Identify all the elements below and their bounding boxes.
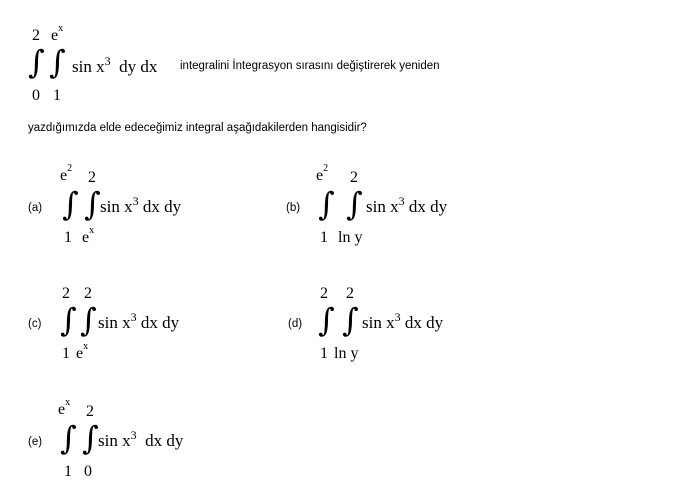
integrand: $\sin x^3$ dx dy — [98, 310, 180, 332]
integrand: $\sin x^3$ dx dy — [366, 194, 448, 216]
inner-integral-sign: ∫ — [342, 301, 359, 339]
inner-integral-sign: ∫ — [84, 185, 101, 223]
outer-integral-sign: ∫ — [318, 185, 335, 223]
option-label: (d) — [288, 318, 303, 330]
outer-upper-limit: 2 — [320, 285, 328, 302]
outer-upper-limit: $e^2$ — [316, 163, 329, 184]
inner-integral-sign: ∫ — [49, 43, 66, 81]
inner-upper-limit: 2 — [88, 169, 96, 186]
inner-lower-limit: 1 — [53, 87, 61, 104]
outer-upper-limit: 2 — [32, 27, 40, 44]
inner-lower-limit: ln y — [338, 229, 363, 246]
inner-upper-limit: $e^x$ — [51, 23, 64, 44]
integrand: $\sin x^3$ dx dy — [100, 194, 182, 216]
inner-upper-limit: 2 — [84, 285, 92, 302]
option-label: (b) — [286, 202, 301, 214]
integrand: $\sin x^3$ dx dy — [362, 310, 444, 332]
outer-integral-sign: ∫ — [60, 301, 77, 339]
integrand: $\sin x^3$ dy dx — [72, 54, 158, 76]
option-label: (e) — [28, 436, 43, 448]
outer-integral-sign: ∫ — [62, 185, 79, 223]
outer-lower-limit: 1 — [64, 229, 72, 246]
question-text-line1: integralini İntegrasyon sırasını değiştirerek yeniden — [180, 60, 440, 72]
inner-integral-sign: ∫ — [346, 185, 363, 223]
inner-lower-limit: ln y — [334, 345, 359, 362]
outer-lower-limit: 1 — [320, 229, 328, 246]
inner-lower-limit: 0 — [84, 463, 92, 480]
outer-integral-sign: ∫ — [60, 419, 77, 457]
inner-lower-limit: $e^x$ — [82, 225, 95, 246]
inner-lower-limit: $e^x$ — [76, 341, 89, 362]
inner-integral-sign: ∫ — [82, 419, 99, 457]
question-text-line2: yazdığımızda elde edeceğimiz integral aşağıdakilerden hangisidir? — [28, 122, 367, 134]
outer-integral-sign: ∫ — [28, 43, 45, 81]
outer-lower-limit: 1 — [62, 345, 70, 362]
outer-lower-limit: 1 — [320, 345, 328, 362]
inner-upper-limit: 2 — [350, 169, 358, 186]
option-label: (a) — [28, 202, 43, 214]
outer-upper-limit: $e^x$ — [58, 397, 71, 418]
outer-lower-limit: 0 — [32, 87, 40, 104]
outer-upper-limit: 2 — [62, 285, 70, 302]
inner-upper-limit: 2 — [86, 403, 94, 420]
outer-lower-limit: 1 — [64, 463, 72, 480]
outer-upper-limit: $e^2$ — [60, 163, 73, 184]
integrand: $\sin x^3$ dx dy — [98, 428, 184, 450]
inner-upper-limit: 2 — [346, 285, 354, 302]
option-label: (c) — [28, 318, 42, 330]
inner-integral-sign: ∫ — [80, 301, 97, 339]
outer-integral-sign: ∫ — [318, 301, 335, 339]
